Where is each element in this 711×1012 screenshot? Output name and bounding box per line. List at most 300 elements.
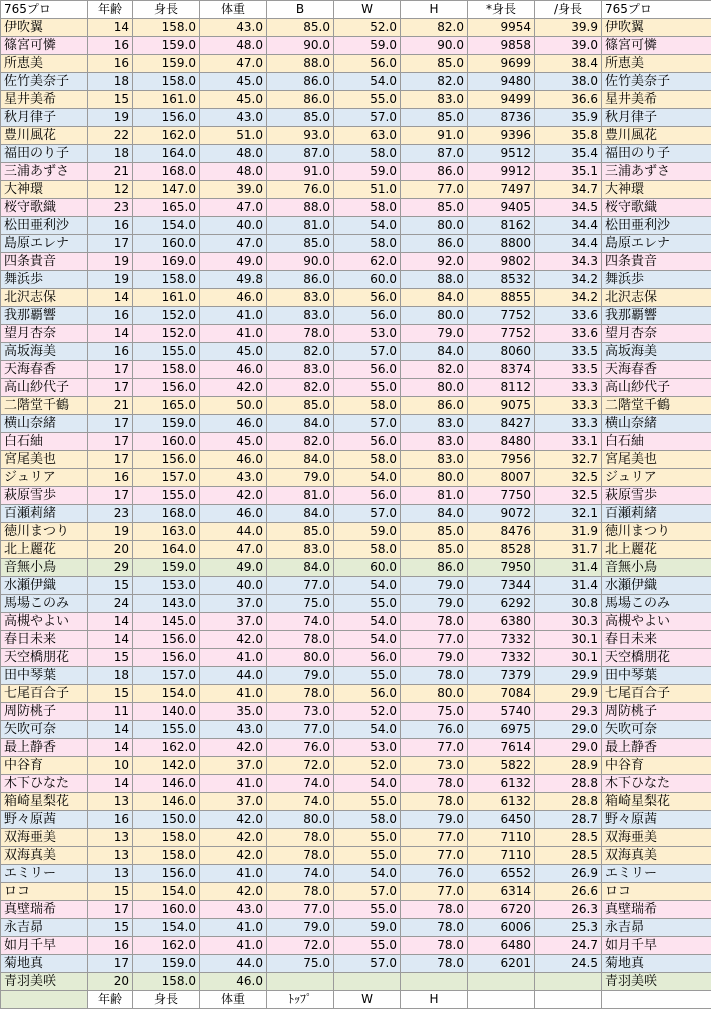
cell-bust-times-height[interactable]: 9072 <box>468 505 535 523</box>
cell-name-repeat[interactable]: 二階堂千鶴 <box>602 397 711 415</box>
cell-bust-per-height[interactable]: 24.5 <box>535 955 602 973</box>
cell-bust[interactable]: 74.0 <box>267 865 334 883</box>
cell-waist[interactable]: 55.0 <box>334 667 401 685</box>
cell-bust-times-height[interactable]: 7752 <box>468 325 535 343</box>
cell-name-repeat[interactable]: 白石紬 <box>602 433 711 451</box>
cell-bust-per-height[interactable]: 35.4 <box>535 145 602 163</box>
cell-bust[interactable]: 86.0 <box>267 271 334 289</box>
cell-name[interactable]: 箱崎星梨花 <box>1 793 88 811</box>
cell-weight[interactable]: 41.0 <box>200 937 267 955</box>
cell-bust-per-height[interactable]: 34.7 <box>535 181 602 199</box>
footer-cell-empty[interactable] <box>602 991 711 1009</box>
cell-bust-per-height[interactable]: 30.3 <box>535 613 602 631</box>
cell-height[interactable]: 161.0 <box>133 289 200 307</box>
cell-weight[interactable]: 45.0 <box>200 91 267 109</box>
cell-bust-times-height[interactable]: 7750 <box>468 487 535 505</box>
cell-waist[interactable]: 56.0 <box>334 55 401 73</box>
cell-name[interactable]: 篠宮可憐 <box>1 37 88 55</box>
cell-bust[interactable]: 81.0 <box>267 487 334 505</box>
cell-name-repeat[interactable]: 矢吹可奈 <box>602 721 711 739</box>
cell-bust-times-height[interactable]: 7379 <box>468 667 535 685</box>
cell-name[interactable]: 徳川まつり <box>1 523 88 541</box>
cell-age[interactable]: 16 <box>88 37 133 55</box>
cell-age[interactable]: 17 <box>88 415 133 433</box>
cell-name-repeat[interactable]: 田中琴葉 <box>602 667 711 685</box>
cell-name-repeat[interactable]: 音無小鳥 <box>602 559 711 577</box>
cell-hip[interactable]: 80.0 <box>401 469 468 487</box>
cell-bust-per-height[interactable] <box>535 973 602 991</box>
cell-bust[interactable]: 75.0 <box>267 595 334 613</box>
cell-name-repeat[interactable]: 百瀬莉緒 <box>602 505 711 523</box>
cell-weight[interactable]: 46.0 <box>200 361 267 379</box>
cell-height[interactable]: 158.0 <box>133 973 200 991</box>
cell-weight[interactable]: 43.0 <box>200 721 267 739</box>
cell-height[interactable]: 158.0 <box>133 73 200 91</box>
cell-waist[interactable]: 57.0 <box>334 415 401 433</box>
cell-weight[interactable]: 48.0 <box>200 37 267 55</box>
cell-age[interactable]: 16 <box>88 811 133 829</box>
cell-height[interactable]: 142.0 <box>133 757 200 775</box>
cell-name[interactable]: 秋月律子 <box>1 109 88 127</box>
cell-hip[interactable]: 79.0 <box>401 577 468 595</box>
cell-waist[interactable]: 52.0 <box>334 757 401 775</box>
cell-age[interactable]: 12 <box>88 181 133 199</box>
cell-bust[interactable]: 88.0 <box>267 55 334 73</box>
cell-weight[interactable]: 41.0 <box>200 649 267 667</box>
cell-name-repeat[interactable]: 天海春香 <box>602 361 711 379</box>
cell-age[interactable]: 11 <box>88 703 133 721</box>
cell-waist[interactable]: 54.0 <box>334 721 401 739</box>
cell-bust-per-height[interactable]: 33.6 <box>535 307 602 325</box>
cell-age[interactable]: 13 <box>88 793 133 811</box>
cell-hip[interactable]: 82.0 <box>401 73 468 91</box>
cell-bust-per-height[interactable]: 32.5 <box>535 469 602 487</box>
cell-height[interactable]: 143.0 <box>133 595 200 613</box>
cell-bust[interactable]: 78.0 <box>267 325 334 343</box>
cell-bust-times-height[interactable]: 6720 <box>468 901 535 919</box>
cell-hip[interactable]: 78.0 <box>401 613 468 631</box>
cell-weight[interactable]: 44.0 <box>200 523 267 541</box>
header-cell-hip[interactable]: H <box>401 1 468 19</box>
cell-age[interactable]: 14 <box>88 631 133 649</box>
cell-name-repeat[interactable]: ジュリア <box>602 469 711 487</box>
cell-bust-per-height[interactable]: 28.9 <box>535 757 602 775</box>
cell-hip[interactable]: 90.0 <box>401 37 468 55</box>
cell-weight[interactable]: 37.0 <box>200 613 267 631</box>
cell-age[interactable]: 24 <box>88 595 133 613</box>
cell-bust[interactable]: 78.0 <box>267 631 334 649</box>
cell-bust-times-height[interactable]: 7110 <box>468 829 535 847</box>
cell-height[interactable]: 158.0 <box>133 19 200 37</box>
cell-weight[interactable]: 45.0 <box>200 343 267 361</box>
cell-bust-per-height[interactable]: 31.4 <box>535 577 602 595</box>
cell-hip[interactable]: 77.0 <box>401 829 468 847</box>
cell-bust[interactable]: 84.0 <box>267 505 334 523</box>
cell-waist[interactable]: 55.0 <box>334 793 401 811</box>
cell-name-repeat[interactable]: 最上静香 <box>602 739 711 757</box>
cell-bust[interactable]: 77.0 <box>267 721 334 739</box>
cell-age[interactable]: 15 <box>88 91 133 109</box>
cell-name-repeat[interactable]: ロコ <box>602 883 711 901</box>
cell-name[interactable]: 四条貴音 <box>1 253 88 271</box>
cell-bust-times-height[interactable]: 8736 <box>468 109 535 127</box>
cell-bust[interactable]: 78.0 <box>267 847 334 865</box>
cell-bust-per-height[interactable]: 36.6 <box>535 91 602 109</box>
cell-bust[interactable]: 83.0 <box>267 541 334 559</box>
cell-name[interactable]: 矢吹可奈 <box>1 721 88 739</box>
cell-height[interactable]: 159.0 <box>133 37 200 55</box>
cell-hip[interactable]: 83.0 <box>401 415 468 433</box>
cell-bust-per-height[interactable]: 30.8 <box>535 595 602 613</box>
footer-cell-age[interactable]: 年齢 <box>88 991 133 1009</box>
cell-bust-per-height[interactable]: 34.5 <box>535 199 602 217</box>
cell-weight[interactable]: 41.0 <box>200 307 267 325</box>
cell-hip[interactable]: 84.0 <box>401 289 468 307</box>
footer-cell-height[interactable]: 身長 <box>133 991 200 1009</box>
cell-name[interactable]: 周防桃子 <box>1 703 88 721</box>
cell-hip[interactable]: 84.0 <box>401 343 468 361</box>
cell-hip[interactable]: 86.0 <box>401 235 468 253</box>
cell-waist[interactable]: 60.0 <box>334 271 401 289</box>
cell-weight[interactable]: 42.0 <box>200 847 267 865</box>
cell-bust-per-height[interactable]: 33.6 <box>535 325 602 343</box>
cell-name-repeat[interactable]: 所恵美 <box>602 55 711 73</box>
cell-bust[interactable]: 76.0 <box>267 739 334 757</box>
cell-bust-per-height[interactable]: 33.5 <box>535 343 602 361</box>
cell-hip[interactable]: 77.0 <box>401 181 468 199</box>
cell-bust-per-height[interactable]: 34.2 <box>535 289 602 307</box>
cell-name[interactable]: 七尾百合子 <box>1 685 88 703</box>
cell-name-repeat[interactable]: 七尾百合子 <box>602 685 711 703</box>
cell-name[interactable]: 最上静香 <box>1 739 88 757</box>
header-cell-bust-times-height[interactable]: *身長 <box>468 1 535 19</box>
cell-name[interactable]: 中谷育 <box>1 757 88 775</box>
cell-name[interactable]: 宮尾美也 <box>1 451 88 469</box>
cell-waist[interactable]: 55.0 <box>334 937 401 955</box>
cell-age[interactable]: 15 <box>88 883 133 901</box>
cell-name-repeat[interactable]: 北沢志保 <box>602 289 711 307</box>
cell-name-repeat[interactable]: 真壁瑞希 <box>602 901 711 919</box>
cell-bust-per-height[interactable]: 32.5 <box>535 487 602 505</box>
cell-hip[interactable]: 73.0 <box>401 757 468 775</box>
cell-height[interactable]: 160.0 <box>133 235 200 253</box>
cell-name[interactable]: 高坂海美 <box>1 343 88 361</box>
cell-bust-times-height[interactable]: 9699 <box>468 55 535 73</box>
cell-bust-times-height[interactable]: 9480 <box>468 73 535 91</box>
cell-height[interactable]: 140.0 <box>133 703 200 721</box>
cell-name-repeat[interactable]: 桜守歌織 <box>602 199 711 217</box>
cell-bust-times-height[interactable]: 8800 <box>468 235 535 253</box>
cell-bust[interactable]: 85.0 <box>267 397 334 415</box>
cell-bust-per-height[interactable]: 30.1 <box>535 649 602 667</box>
cell-bust-per-height[interactable]: 31.9 <box>535 523 602 541</box>
cell-waist[interactable]: 52.0 <box>334 703 401 721</box>
cell-bust[interactable]: 80.0 <box>267 811 334 829</box>
cell-name[interactable]: 音無小鳥 <box>1 559 88 577</box>
cell-age[interactable]: 18 <box>88 73 133 91</box>
cell-waist[interactable]: 63.0 <box>334 127 401 145</box>
cell-waist[interactable]: 56.0 <box>334 307 401 325</box>
cell-bust-per-height[interactable]: 38.4 <box>535 55 602 73</box>
cell-hip[interactable]: 79.0 <box>401 595 468 613</box>
cell-bust[interactable]: 79.0 <box>267 667 334 685</box>
cell-weight[interactable]: 41.0 <box>200 919 267 937</box>
cell-bust[interactable]: 78.0 <box>267 883 334 901</box>
cell-age[interactable]: 13 <box>88 829 133 847</box>
cell-bust-times-height[interactable]: 6292 <box>468 595 535 613</box>
cell-height[interactable]: 165.0 <box>133 397 200 415</box>
cell-age[interactable]: 16 <box>88 937 133 955</box>
cell-height[interactable]: 155.0 <box>133 343 200 361</box>
cell-age[interactable]: 16 <box>88 469 133 487</box>
cell-hip[interactable]: 92.0 <box>401 253 468 271</box>
cell-bust-times-height[interactable]: 6201 <box>468 955 535 973</box>
cell-weight[interactable]: 47.0 <box>200 199 267 217</box>
cell-weight[interactable]: 42.0 <box>200 379 267 397</box>
cell-weight[interactable]: 42.0 <box>200 811 267 829</box>
cell-age[interactable]: 10 <box>88 757 133 775</box>
cell-name[interactable]: 我那覇響 <box>1 307 88 325</box>
cell-bust-times-height[interactable]: 7956 <box>468 451 535 469</box>
footer-cell-hip[interactable]: H <box>401 991 468 1009</box>
cell-age[interactable]: 14 <box>88 19 133 37</box>
cell-name-repeat[interactable]: 三浦あずさ <box>602 163 711 181</box>
cell-name[interactable]: 野々原茜 <box>1 811 88 829</box>
cell-waist[interactable]: 57.0 <box>334 883 401 901</box>
cell-age[interactable]: 18 <box>88 667 133 685</box>
cell-bust-per-height[interactable]: 26.6 <box>535 883 602 901</box>
cell-weight[interactable]: 43.0 <box>200 19 267 37</box>
header-cell-bust[interactable]: B <box>267 1 334 19</box>
cell-height[interactable]: 162.0 <box>133 937 200 955</box>
cell-waist[interactable]: 57.0 <box>334 505 401 523</box>
cell-name-repeat[interactable]: 木下ひなた <box>602 775 711 793</box>
cell-bust-per-height[interactable]: 32.7 <box>535 451 602 469</box>
cell-name[interactable]: 白石紬 <box>1 433 88 451</box>
cell-name-repeat[interactable]: 徳川まつり <box>602 523 711 541</box>
cell-waist[interactable]: 55.0 <box>334 829 401 847</box>
cell-name-repeat[interactable]: 高山紗代子 <box>602 379 711 397</box>
cell-bust-times-height[interactable]: 6480 <box>468 937 535 955</box>
cell-bust-times-height[interactable] <box>468 973 535 991</box>
cell-name[interactable]: 三浦あずさ <box>1 163 88 181</box>
cell-name-repeat[interactable]: 秋月律子 <box>602 109 711 127</box>
footer-cell-empty[interactable] <box>535 991 602 1009</box>
cell-age[interactable]: 17 <box>88 361 133 379</box>
cell-age[interactable]: 20 <box>88 973 133 991</box>
cell-waist[interactable]: 60.0 <box>334 559 401 577</box>
cell-bust[interactable]: 86.0 <box>267 91 334 109</box>
cell-bust-times-height[interactable]: 8162 <box>468 217 535 235</box>
cell-weight[interactable]: 39.0 <box>200 181 267 199</box>
cell-age[interactable]: 15 <box>88 919 133 937</box>
cell-height[interactable]: 158.0 <box>133 847 200 865</box>
cell-bust[interactable]: 85.0 <box>267 109 334 127</box>
cell-bust-times-height[interactable]: 9405 <box>468 199 535 217</box>
cell-weight[interactable]: 49.0 <box>200 253 267 271</box>
cell-age[interactable]: 17 <box>88 235 133 253</box>
cell-bust-per-height[interactable]: 28.5 <box>535 829 602 847</box>
cell-waist[interactable]: 56.0 <box>334 361 401 379</box>
cell-name[interactable]: 田中琴葉 <box>1 667 88 685</box>
cell-waist[interactable]: 54.0 <box>334 631 401 649</box>
cell-hip[interactable]: 78.0 <box>401 955 468 973</box>
cell-height[interactable]: 156.0 <box>133 109 200 127</box>
cell-age[interactable]: 22 <box>88 127 133 145</box>
cell-hip[interactable]: 78.0 <box>401 919 468 937</box>
cell-bust[interactable]: 79.0 <box>267 919 334 937</box>
cell-bust-times-height[interactable]: 9954 <box>468 19 535 37</box>
cell-waist[interactable]: 58.0 <box>334 199 401 217</box>
header-cell-height[interactable]: 身長 <box>133 1 200 19</box>
cell-name-repeat[interactable]: 野々原茜 <box>602 811 711 829</box>
cell-weight[interactable]: 45.0 <box>200 73 267 91</box>
cell-waist[interactable]: 56.0 <box>334 685 401 703</box>
cell-height[interactable]: 159.0 <box>133 955 200 973</box>
cell-age[interactable]: 17 <box>88 487 133 505</box>
cell-bust-per-height[interactable]: 34.4 <box>535 217 602 235</box>
cell-hip[interactable]: 85.0 <box>401 55 468 73</box>
cell-hip[interactable]: 80.0 <box>401 307 468 325</box>
cell-name[interactable]: 青羽美咲 <box>1 973 88 991</box>
cell-age[interactable]: 19 <box>88 523 133 541</box>
cell-waist[interactable] <box>334 973 401 991</box>
cell-bust[interactable]: 84.0 <box>267 451 334 469</box>
cell-bust-times-height[interactable]: 8112 <box>468 379 535 397</box>
cell-name[interactable]: 北沢志保 <box>1 289 88 307</box>
cell-weight[interactable]: 46.0 <box>200 973 267 991</box>
cell-bust-times-height[interactable]: 6132 <box>468 775 535 793</box>
cell-bust-per-height[interactable]: 29.0 <box>535 721 602 739</box>
cell-bust-per-height[interactable]: 26.3 <box>535 901 602 919</box>
cell-bust[interactable]: 72.0 <box>267 757 334 775</box>
cell-hip[interactable]: 78.0 <box>401 937 468 955</box>
cell-bust-per-height[interactable]: 29.9 <box>535 667 602 685</box>
cell-bust[interactable]: 81.0 <box>267 217 334 235</box>
cell-bust-per-height[interactable]: 34.3 <box>535 253 602 271</box>
cell-name[interactable]: 島原エレナ <box>1 235 88 253</box>
footer-cell-blank[interactable] <box>1 991 88 1009</box>
cell-name[interactable]: 双海真美 <box>1 847 88 865</box>
cell-age[interactable]: 17 <box>88 451 133 469</box>
cell-waist[interactable]: 59.0 <box>334 919 401 937</box>
cell-name[interactable]: 佐竹美奈子 <box>1 73 88 91</box>
cell-bust-times-height[interactable]: 8480 <box>468 433 535 451</box>
cell-age[interactable]: 21 <box>88 163 133 181</box>
cell-age[interactable]: 15 <box>88 577 133 595</box>
cell-weight[interactable]: 41.0 <box>200 685 267 703</box>
cell-hip[interactable]: 79.0 <box>401 649 468 667</box>
cell-bust[interactable]: 85.0 <box>267 523 334 541</box>
cell-height[interactable]: 157.0 <box>133 667 200 685</box>
cell-weight[interactable]: 42.0 <box>200 883 267 901</box>
cell-age[interactable]: 19 <box>88 109 133 127</box>
cell-bust[interactable]: 76.0 <box>267 181 334 199</box>
cell-hip[interactable]: 83.0 <box>401 91 468 109</box>
cell-waist[interactable]: 54.0 <box>334 775 401 793</box>
cell-bust-per-height[interactable]: 33.1 <box>535 433 602 451</box>
cell-bust-per-height[interactable]: 28.8 <box>535 775 602 793</box>
cell-waist[interactable]: 59.0 <box>334 163 401 181</box>
cell-height[interactable]: 161.0 <box>133 91 200 109</box>
cell-bust[interactable]: 84.0 <box>267 559 334 577</box>
cell-hip[interactable]: 80.0 <box>401 217 468 235</box>
cell-bust-per-height[interactable]: 28.7 <box>535 811 602 829</box>
cell-name[interactable]: 春日未来 <box>1 631 88 649</box>
cell-bust-per-height[interactable]: 32.1 <box>535 505 602 523</box>
cell-waist[interactable]: 58.0 <box>334 541 401 559</box>
cell-name-repeat[interactable]: 松田亜利沙 <box>602 217 711 235</box>
cell-hip[interactable]: 85.0 <box>401 523 468 541</box>
cell-hip[interactable]: 78.0 <box>401 901 468 919</box>
cell-hip[interactable]: 86.0 <box>401 397 468 415</box>
cell-name-repeat[interactable]: 永吉昴 <box>602 919 711 937</box>
cell-weight[interactable]: 50.0 <box>200 397 267 415</box>
cell-name[interactable]: 桜守歌織 <box>1 199 88 217</box>
cell-hip[interactable]: 83.0 <box>401 451 468 469</box>
cell-name[interactable]: 高槻やよい <box>1 613 88 631</box>
cell-bust-times-height[interactable]: 6975 <box>468 721 535 739</box>
cell-height[interactable]: 146.0 <box>133 775 200 793</box>
cell-waist[interactable]: 59.0 <box>334 37 401 55</box>
cell-bust[interactable]: 83.0 <box>267 307 334 325</box>
cell-bust-per-height[interactable]: 28.8 <box>535 793 602 811</box>
cell-age[interactable]: 17 <box>88 379 133 397</box>
cell-height[interactable]: 159.0 <box>133 415 200 433</box>
cell-bust-times-height[interactable]: 9499 <box>468 91 535 109</box>
cell-height[interactable]: 154.0 <box>133 883 200 901</box>
cell-bust-times-height[interactable]: 8427 <box>468 415 535 433</box>
cell-bust[interactable]: 77.0 <box>267 901 334 919</box>
cell-weight[interactable]: 42.0 <box>200 631 267 649</box>
cell-age[interactable]: 21 <box>88 397 133 415</box>
cell-bust-times-height[interactable]: 7344 <box>468 577 535 595</box>
cell-name-repeat[interactable]: 横山奈緒 <box>602 415 711 433</box>
cell-weight[interactable]: 47.0 <box>200 55 267 73</box>
cell-bust-per-height[interactable]: 31.4 <box>535 559 602 577</box>
footer-cell-weight[interactable]: 体重 <box>200 991 267 1009</box>
cell-name-repeat[interactable]: 如月千早 <box>602 937 711 955</box>
cell-waist[interactable]: 59.0 <box>334 523 401 541</box>
cell-bust-per-height[interactable]: 31.7 <box>535 541 602 559</box>
cell-name-repeat[interactable]: 我那覇響 <box>602 307 711 325</box>
cell-hip[interactable]: 77.0 <box>401 739 468 757</box>
cell-weight[interactable]: 49.0 <box>200 559 267 577</box>
cell-name-repeat[interactable]: 萩原雪歩 <box>602 487 711 505</box>
cell-height[interactable]: 165.0 <box>133 199 200 217</box>
cell-age[interactable]: 29 <box>88 559 133 577</box>
cell-bust-per-height[interactable]: 39.0 <box>535 37 602 55</box>
cell-bust-times-height[interactable]: 6132 <box>468 793 535 811</box>
cell-bust-per-height[interactable]: 33.3 <box>535 379 602 397</box>
cell-name[interactable]: 水瀬伊織 <box>1 577 88 595</box>
cell-weight[interactable]: 40.0 <box>200 577 267 595</box>
cell-bust-per-height[interactable]: 34.4 <box>535 235 602 253</box>
cell-hip[interactable]: 76.0 <box>401 721 468 739</box>
cell-height[interactable]: 152.0 <box>133 307 200 325</box>
cell-name[interactable]: 百瀬莉緒 <box>1 505 88 523</box>
cell-bust-times-height[interactable]: 9512 <box>468 145 535 163</box>
cell-bust-per-height[interactable]: 35.8 <box>535 127 602 145</box>
cell-age[interactable]: 19 <box>88 271 133 289</box>
cell-height[interactable]: 145.0 <box>133 613 200 631</box>
cell-hip[interactable]: 79.0 <box>401 811 468 829</box>
cell-name[interactable]: 望月杏奈 <box>1 325 88 343</box>
cell-bust[interactable]: 86.0 <box>267 73 334 91</box>
cell-name-repeat[interactable]: 高坂海美 <box>602 343 711 361</box>
cell-height[interactable]: 154.0 <box>133 685 200 703</box>
cell-name[interactable]: 二階堂千鶴 <box>1 397 88 415</box>
